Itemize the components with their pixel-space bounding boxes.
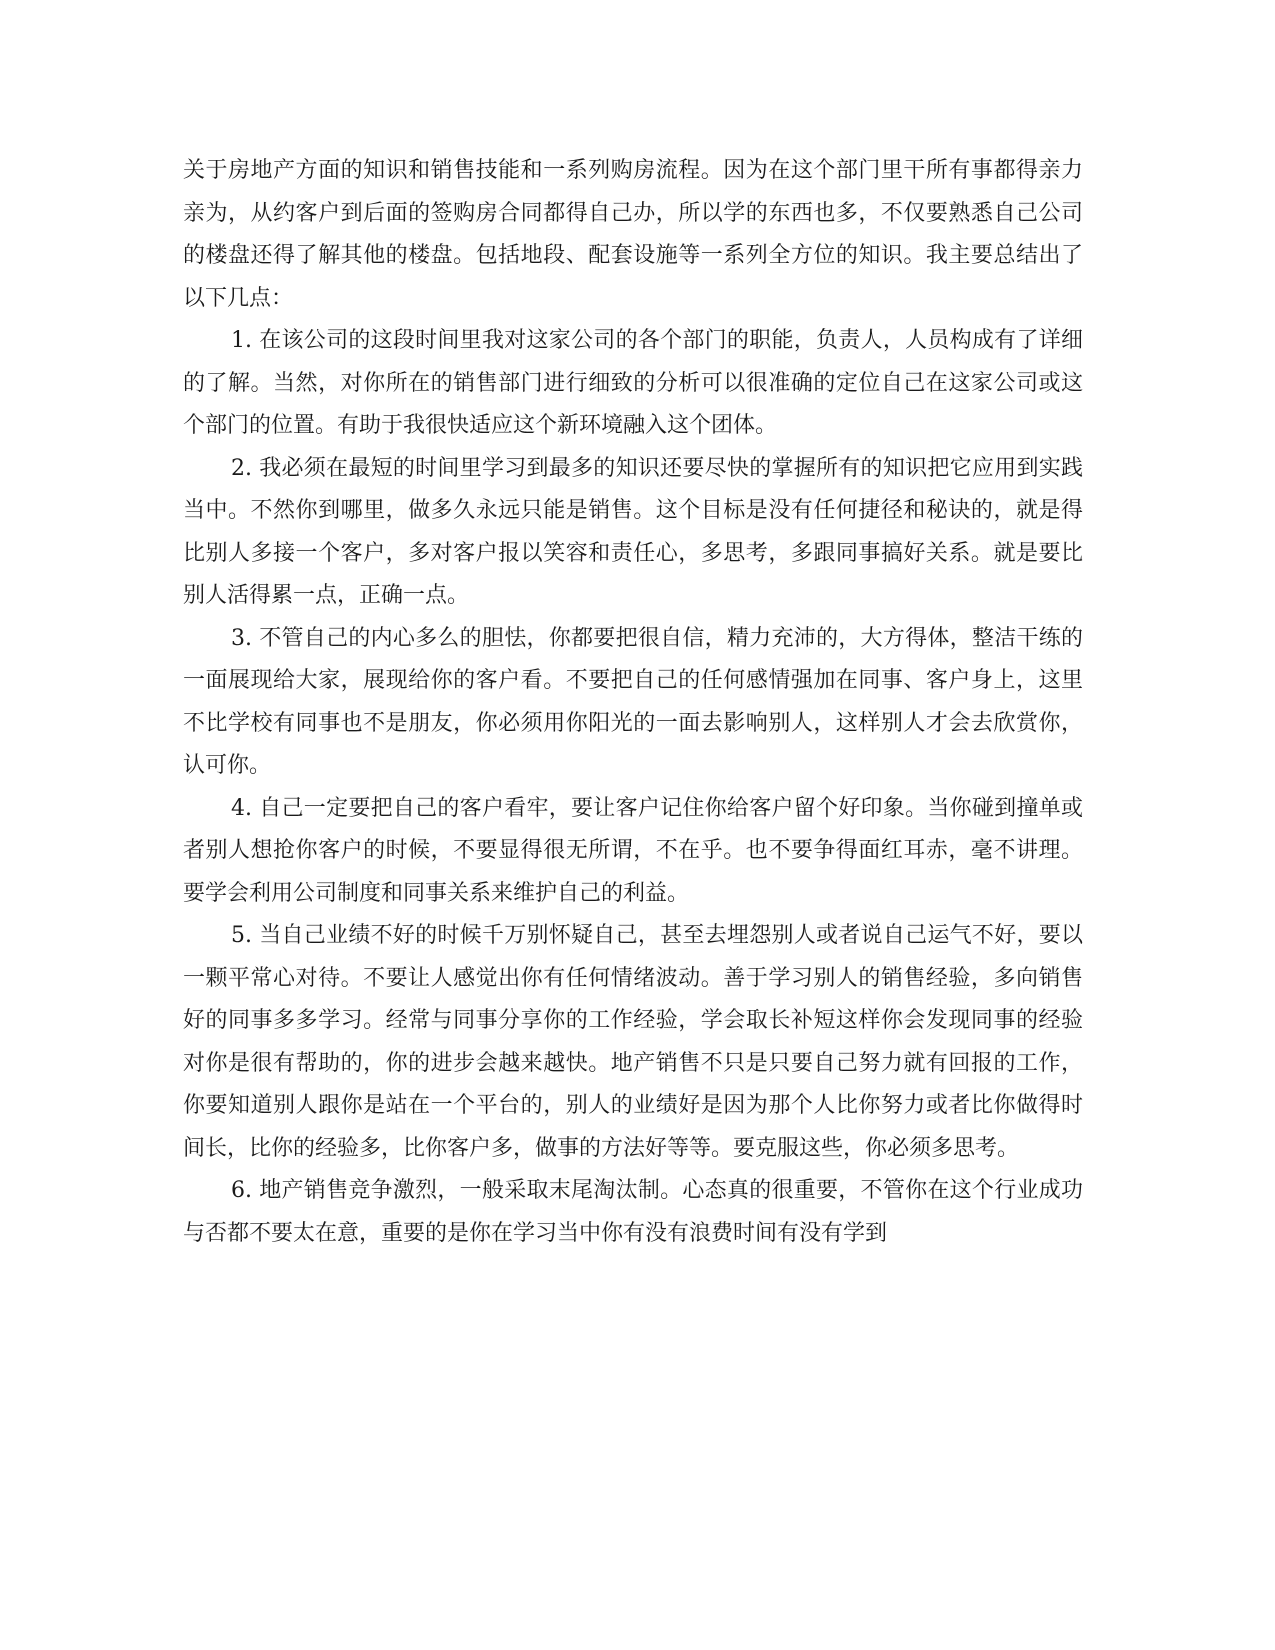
paragraph-point-5: 5. 当自己业绩不好的时候千万别怀疑自己，甚至去埋怨别人或者说自己运气不好，要以一颗平常心对待。不要让人感觉出你有任何情绪波动。善于学习别人的销售经验，多向销售好的同事多多学习。经常与同事分享你的工作经验，学会取长补短这样你会发现同事的经验对你是很有帮助的，你的进步会越来越快。地产销售不只是只要自己努力就有回报的工作，你要知道别人跟你是站在一个平台的，别人的业绩好是因为那个人比你努力或者比你做得时间长，比你的经验多，比你客户多，做事的方法好等等。要克服这些，你必须多思考。 xyxy=(183,923,1083,1161)
document-body xyxy=(183,150,1083,1255)
paragraph-intro: 关于房地产方面的知识和销售技能和一系列购房流程。因为在这个部门里干所有事都得亲力亲为，从约客户到后面的签购房合同都得自己办，所以学的东西也多，不仅要熟悉自己公司的楼盘还得了解其他的楼盘。包括地段、配套设施等一系列全方位的知识。我主要总结出了以下几点： xyxy=(183,158,1083,311)
paragraph-point-1: 1. 在该公司的这段时间里我对这家公司的各个部门的职能，负责人，人员构成有了详细的了解。当然，对你所在的销售部门进行细致的分析可以很准确的定位自己在这家公司或这个部门的位置。有助于我很快适应这个新环境融入这个团体。 xyxy=(183,328,1083,438)
paragraph-point-4: 4. 自己一定要把自己的客户看牢，要让客户记住你给客户留个好印象。当你碰到撞单或者别人想抢你客户的时候，不要显得很无所谓，不在乎。也不要争得面红耳赤，毫不讲理。要学会利用公司制度和同事关系来维护自己的利益。 xyxy=(183,795,1083,906)
paragraph-point-6: 6. 地产销售竞争激烈，一般采取末尾淘汰制。心态真的很重要，不管你在这个行业成功与否都不要太在意，重要的是你在学习当中你有没有浪费时间有没有学到 xyxy=(183,1178,1083,1246)
paragraph-point-2: 2. 我必须在最短的时间里学习到最多的知识还要尽快的掌握所有的知识把它应用到实践当中。不然你到哪里，做多久永远只能是销售。这个目标是没有任何捷径和秘诀的，就是得比别人多接一个客户，多对客户报以笑容和责任心，多思考，多跟同事搞好关系。就是要比别人活得累一点，正确一点。 xyxy=(183,455,1083,608)
paragraph-point-3: 3. 不管自己的内心多么的胆怯，你都要把很自信，精力充沛的，大方得体，整洁干练的一面展现给大家，展现给你的客户看。不要把自己的任何感情强加在同事、客户身上，这里不比学校有同事也不是朋友，你必须用你阳光的一面去影响别人，这样别人才会去欣赏你，认可你。 xyxy=(183,625,1083,778)
